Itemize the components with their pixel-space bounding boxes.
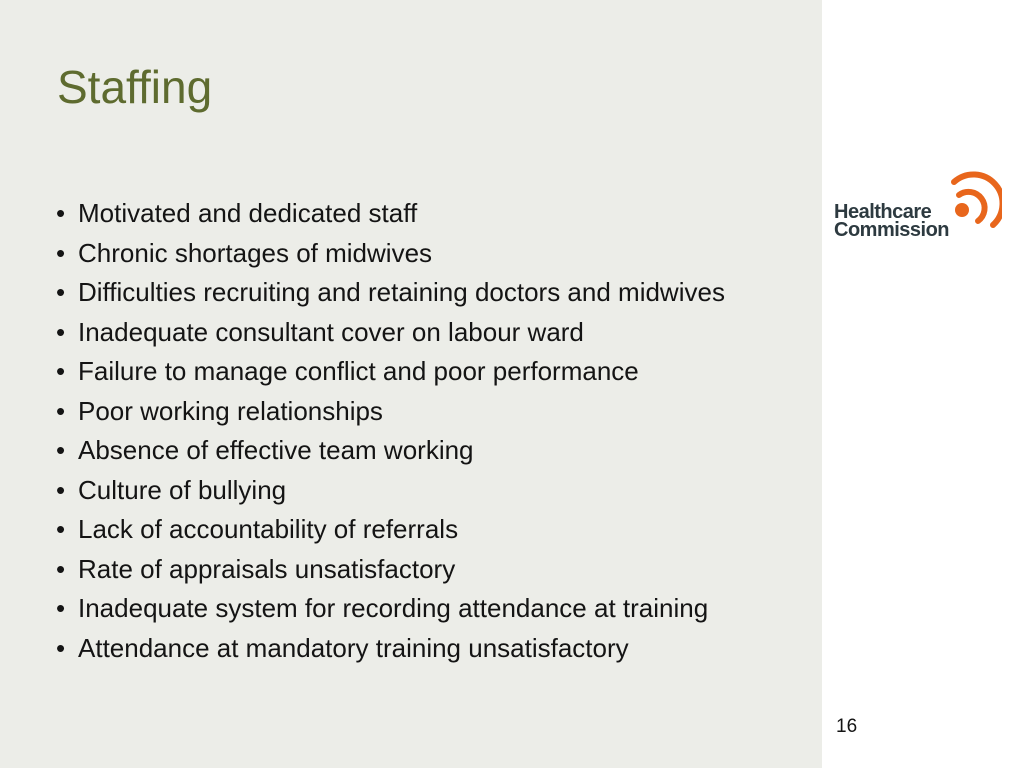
list-item [56,276,756,308]
bullet-marker: • [56,395,66,426]
logo-arcs [954,174,1002,225]
healthcare-commission-logo [834,170,1002,240]
list-item-text: Culture of bullying [78,474,287,505]
bullet-marker: • [56,198,66,228]
slide-title: Staffing [57,61,213,113]
list-item-text: Rate of appraisals unsatisfactory [78,553,456,584]
list-item [56,632,756,664]
list-item-text: Chronic shortages of midwives [78,237,433,268]
list-item [56,316,756,348]
list-item [56,513,756,545]
list-item [56,592,756,624]
list-item [56,474,756,506]
list-item-text: Absence of effective team working [78,435,474,465]
list-item-text: Inadequate consultant cover on labour ward [78,316,584,347]
logo-arcs-icon [950,170,1002,240]
list-item-text: Lack of accountability of referrals [78,514,459,544]
bullet-marker: • [56,632,66,663]
list-item [56,434,756,466]
list-item-text: Poor working relationships [78,395,383,426]
bullet-marker: • [56,553,66,584]
bullet-marker: • [56,316,66,347]
list-item-text: Motivated and dedicated staff [78,198,418,228]
bullet-marker: • [56,474,66,505]
bullet-marker: • [56,435,66,465]
logo-text-line2: Commission [834,219,950,241]
list-item [56,355,756,387]
list-item [56,553,756,585]
list-item [56,237,756,269]
list-item-text: Difficulties recruiting and retaining doctors and midwives [78,277,725,307]
list-item [56,197,756,229]
list-item-text: Failure to manage conflict and poor performance [78,356,639,386]
bullet-marker: • [56,277,66,307]
page-number: 16 [836,716,858,737]
bullet-marker: • [56,514,66,544]
bullet-marker: • [56,237,66,268]
bullet-marker: • [56,356,66,386]
list-item [56,395,756,427]
list-item-text: Attendance at mandatory training unsatisfactory [78,632,629,663]
logo-text-line1: Healthcare [834,201,932,223]
bullet-list [56,197,756,671]
list-item-text: Inadequate system for recording attendance at training [78,593,709,623]
bullet-marker: • [56,593,66,623]
slide-side-panel [822,0,1024,768]
